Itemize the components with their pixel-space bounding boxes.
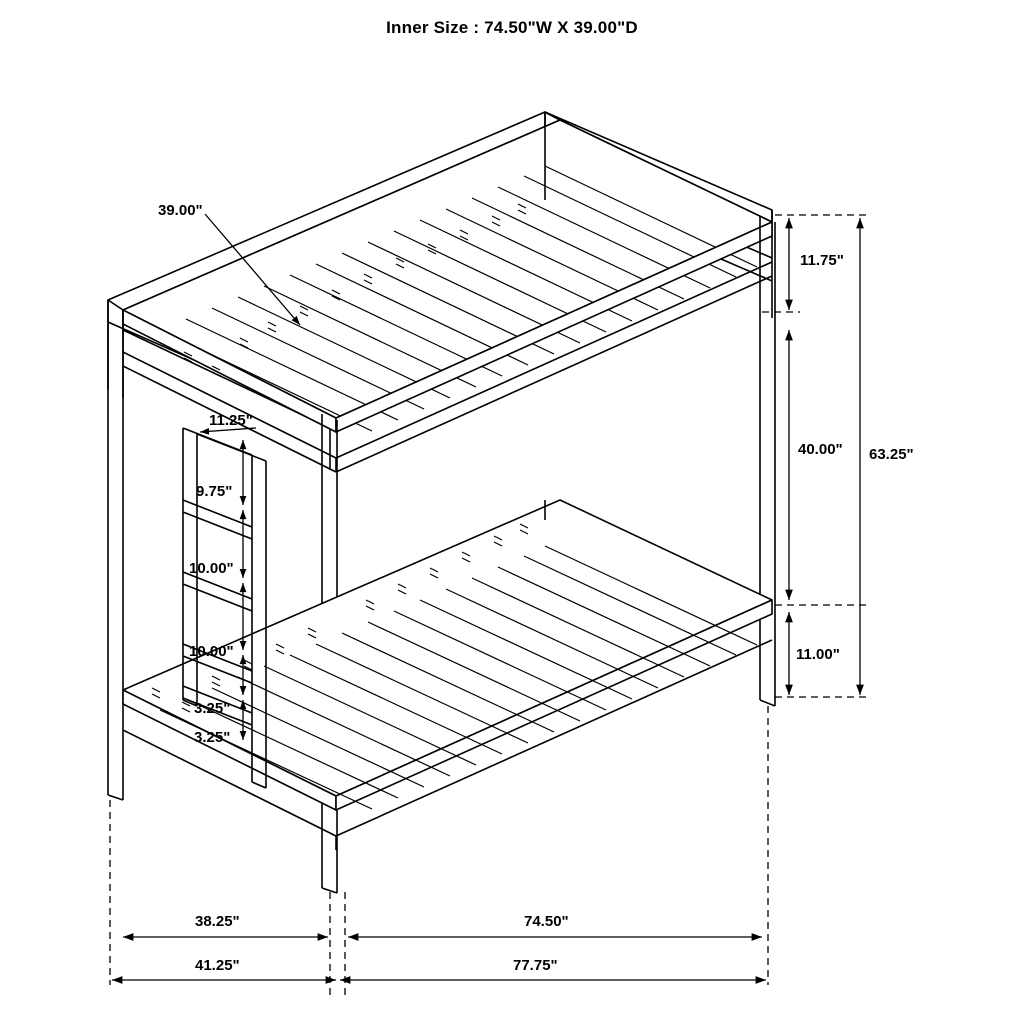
dim-label-total-height: 63.25" bbox=[869, 446, 914, 463]
dim-label-inner-depth: 39.00" bbox=[158, 202, 203, 219]
dim-label-ladder-gap-2: 10.00" bbox=[189, 560, 234, 577]
dim-label-lower-clearance: 11.00" bbox=[796, 646, 840, 663]
dim-label-ladder-gap-3: 10.00" bbox=[189, 643, 234, 660]
dim-label-ladder-gap-1: 9.75" bbox=[196, 483, 233, 500]
dim-label-ladder-gap-5: 3.25" bbox=[194, 729, 231, 746]
dim-label-front-outer-width: 77.75" bbox=[513, 957, 558, 974]
dim-label-ladder-gap-4: 3.25" bbox=[194, 700, 231, 717]
dim-label-ladder-top-rung: 11.25" bbox=[209, 412, 253, 429]
bed-frame-geometry bbox=[108, 112, 775, 893]
dim-label-side-outer-width: 41.25" bbox=[195, 957, 240, 974]
dim-label-guardrail-height: 11.75" bbox=[800, 252, 844, 269]
dim-label-side-inner-width: 38.25" bbox=[195, 913, 240, 930]
dim-label-front-inner-width: 74.50" bbox=[524, 913, 569, 930]
dim-label-upper-clearance: 40.00" bbox=[798, 441, 843, 458]
page-title: Inner Size : 74.50"W X 39.00"D bbox=[386, 18, 638, 37]
